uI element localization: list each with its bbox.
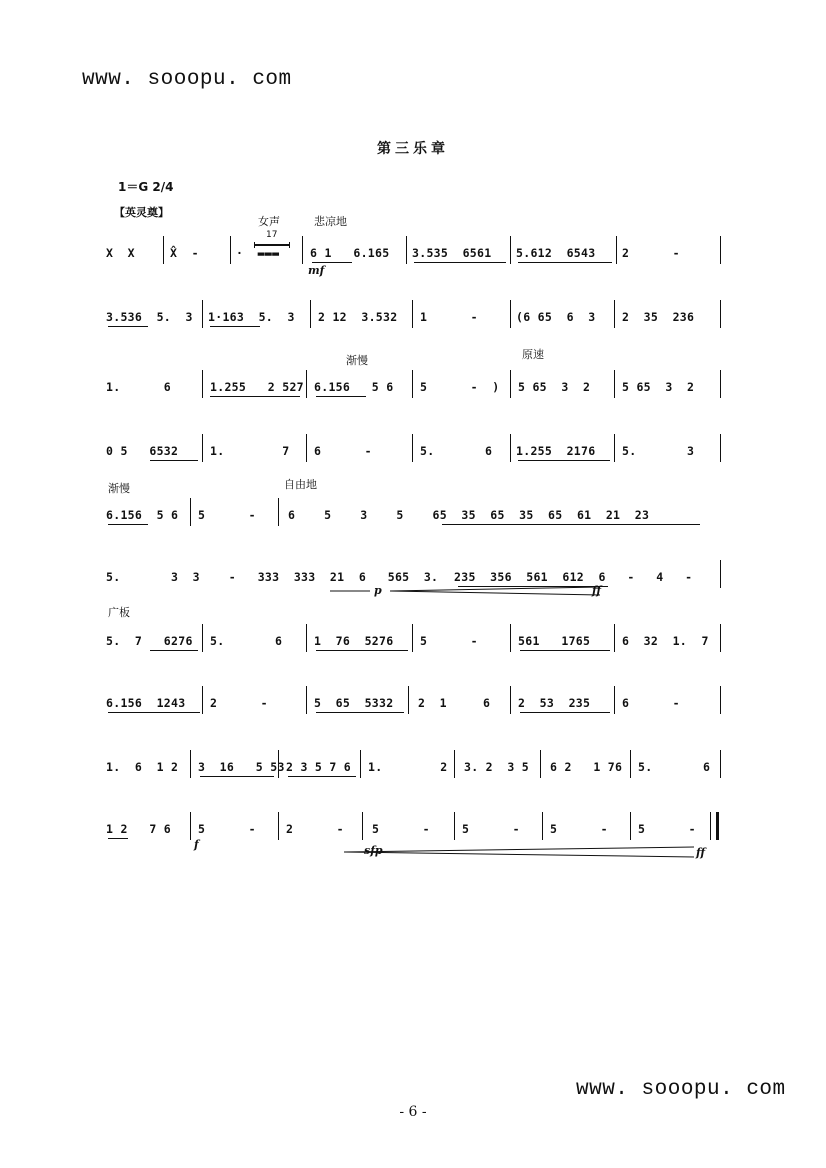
measure: 1. 6 1 2 (106, 760, 179, 774)
watermark-top: www. sooopu. com (82, 68, 292, 91)
annotation-jianman-2: 渐慢 (108, 482, 130, 495)
annotation-ziyou: 自由地 (284, 478, 317, 491)
measure: 6 2 1 76 (550, 760, 623, 774)
barline (278, 498, 279, 526)
measure: 1 - (420, 310, 478, 324)
measure: 6.156 5 6 (314, 380, 394, 394)
underline (108, 838, 128, 839)
barline (614, 370, 615, 398)
underline (150, 460, 198, 461)
measure: 2 3 5 7 6 (286, 760, 352, 774)
barline (720, 560, 721, 588)
barline (540, 750, 541, 778)
measure: 5 - (420, 634, 478, 648)
underline (414, 262, 506, 263)
measure: 2 12 3.532 (318, 310, 398, 324)
measure: 3.535 6561 (412, 246, 492, 260)
watermark-bottom: www. sooopu. com (576, 1078, 786, 1101)
barline (306, 370, 307, 398)
underline (520, 712, 610, 713)
annotation-yuansu: 原速 (522, 348, 544, 361)
dynamic-f: f (194, 838, 199, 851)
barline (510, 624, 511, 652)
score-row-2 (106, 296, 726, 336)
movement-title: 第三乐章 (377, 141, 449, 157)
measure: 2 - (622, 246, 680, 260)
measure: 561 1765 (518, 634, 591, 648)
measure: 1.255 2 527 (210, 380, 304, 394)
barline (542, 812, 543, 840)
dynamic-ff-1: ff (592, 584, 602, 597)
underline (108, 712, 200, 713)
measure: 1. 7 (210, 444, 290, 458)
dynamic-mf: mf (308, 264, 325, 277)
score-row-9 (106, 746, 726, 786)
underline (442, 524, 700, 525)
barline (720, 300, 721, 328)
measure: 1 76 5276 (314, 634, 394, 648)
barline (454, 750, 455, 778)
barline (720, 686, 721, 714)
measure: 3 16 5 53 (198, 760, 285, 774)
barline (360, 750, 361, 778)
measure: 6 - (314, 444, 372, 458)
dynamic-p: p (374, 584, 382, 597)
measure: 5 - (372, 822, 430, 836)
barline (190, 750, 191, 778)
annotation-nvsheng: 女声 (258, 215, 280, 228)
score-row-10 (106, 808, 726, 848)
annotation-jianman-1: 渐慢 (346, 354, 368, 367)
barline (278, 750, 279, 778)
measure: 3.536 5. 3 (106, 310, 193, 324)
underline (108, 524, 148, 525)
measure: 5. 3 3 - 333 333 21 6 565 3. (106, 570, 439, 584)
measure: 6 5 3 5 65 35 65 35 65 61 21 23 (288, 508, 650, 522)
barline (510, 370, 511, 398)
measure: 5 - (198, 822, 256, 836)
measure: 5 65 5332 (314, 696, 394, 710)
barline (202, 370, 203, 398)
underline (518, 460, 610, 461)
measure: 5 - (198, 508, 256, 522)
measure: 1·163 5. 3 (208, 310, 295, 324)
barline (202, 300, 203, 328)
measure: 2 53 235 (518, 696, 591, 710)
measure: 235 356 561 612 6 - 4 - (454, 570, 693, 584)
final-barline-thin (710, 812, 711, 840)
score-row-3 (106, 366, 726, 406)
hairpin-line (390, 587, 600, 591)
dynamic-ff-2: ff (696, 846, 706, 859)
barline (408, 686, 409, 714)
barline (412, 370, 413, 398)
multi-rest-count: 17 (266, 230, 278, 240)
underline (150, 650, 198, 651)
final-barline-thick (716, 812, 719, 840)
barline (614, 434, 615, 462)
measure: 1.255 2176 (516, 444, 596, 458)
annotation-guangban: 广板 (108, 606, 130, 619)
barline (510, 434, 511, 462)
barline (454, 812, 455, 840)
barline (720, 624, 721, 652)
measure: 5 - (638, 822, 696, 836)
measure: 5 - ) (420, 380, 500, 394)
barline (306, 434, 307, 462)
underline (210, 396, 300, 397)
measure: (6 65 6 3 (516, 310, 596, 324)
measure: 2 1 6 (418, 696, 491, 710)
barline (412, 624, 413, 652)
measure: 5.612 6543 (516, 246, 596, 260)
barline (630, 750, 631, 778)
barline (278, 812, 279, 840)
barline (614, 300, 615, 328)
key-signature: 1＝G 2/4 (118, 180, 174, 194)
measure: 6.156 5 6 (106, 508, 179, 522)
barline (616, 236, 617, 264)
measure: X̂ - (170, 246, 199, 260)
barline (614, 686, 615, 714)
barline (306, 624, 307, 652)
measure: 2 - (210, 696, 268, 710)
underline (200, 776, 274, 777)
underline (108, 326, 148, 327)
measure: 0 5 6532 (106, 444, 179, 458)
barline (720, 434, 721, 462)
measure: 6.156 1243 (106, 696, 186, 710)
barline (412, 300, 413, 328)
score-row-4 (106, 430, 726, 470)
measure: 1. 2 (368, 760, 448, 774)
underline (210, 326, 260, 327)
measure: 5. 3 (622, 444, 695, 458)
barline (510, 300, 511, 328)
barline (190, 498, 191, 526)
measure: · ▬▬▬ (236, 246, 280, 260)
underline (288, 776, 356, 777)
barline (720, 750, 721, 778)
underline (312, 262, 352, 263)
barline (163, 236, 164, 264)
measure: 5. 6 (210, 634, 283, 648)
barline (306, 686, 307, 714)
measure: 5. 6 (420, 444, 493, 458)
measure: 1. 6 (106, 380, 172, 394)
section-label: 【英灵奠】 (114, 206, 169, 219)
barline (720, 370, 721, 398)
barline (230, 236, 231, 264)
measure: 5 65 3 2 (622, 380, 695, 394)
barline (630, 812, 631, 840)
score-row-8 (106, 682, 726, 722)
measure: 5 65 3 2 (518, 380, 591, 394)
underline (316, 712, 404, 713)
measure: 6 1 6.165 (310, 246, 390, 260)
score-row-1 (106, 232, 726, 272)
underline (316, 650, 408, 651)
measure: 6 - (622, 696, 680, 710)
underline (520, 650, 610, 651)
barline (202, 434, 203, 462)
barline (510, 686, 511, 714)
barline (406, 236, 407, 264)
score-row-7 (106, 620, 726, 660)
hairpin-crescendo-final (344, 846, 704, 858)
barline (362, 812, 363, 840)
measure: 2 - (286, 822, 344, 836)
barline (202, 686, 203, 714)
hairpin-line (390, 591, 600, 595)
barline (614, 624, 615, 652)
page-number: - 6 - (399, 1104, 427, 1120)
barline (302, 236, 303, 264)
measure: 5 - (550, 822, 608, 836)
measure: 1 2 7 6 (106, 822, 172, 836)
barline (720, 236, 721, 264)
barline (510, 236, 511, 264)
measure: 5. 7 6276 (106, 634, 193, 648)
measure: 6 32 1. 7 (622, 634, 709, 648)
barline (190, 812, 191, 840)
barline (310, 300, 311, 328)
underline (316, 396, 366, 397)
hairpin-line (344, 852, 694, 857)
dynamic-sfp: sfp (364, 844, 383, 857)
measure: 3. 2 3 5 (464, 760, 530, 774)
barline (202, 624, 203, 652)
measure: 5 - (462, 822, 520, 836)
measure: 2 35 236 (622, 310, 695, 324)
score-row-5 (106, 494, 726, 534)
measure: X X (106, 246, 135, 260)
hairpin-line (344, 847, 694, 852)
underline (518, 262, 612, 263)
annotation-beiliang: 悲凉地 (314, 215, 347, 228)
barline (412, 434, 413, 462)
measure: 5. 6 (638, 760, 711, 774)
